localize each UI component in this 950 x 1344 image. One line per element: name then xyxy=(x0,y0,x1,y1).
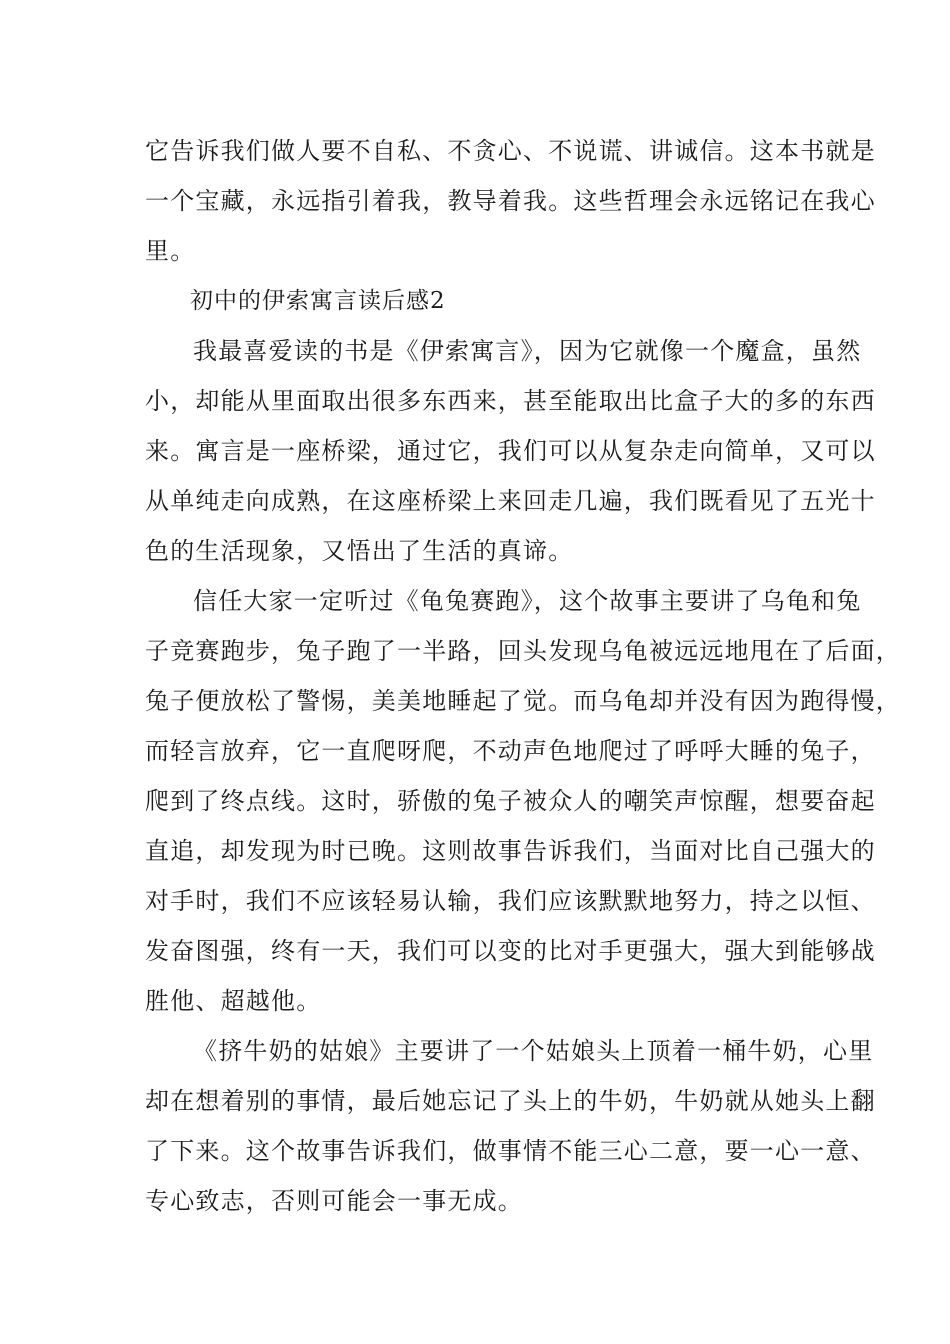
text-line: 信任大家一定听过《龟兔赛跑》，这个故事主要讲了乌龟和兔 xyxy=(193,587,862,615)
text-line: 来。寓言是一座桥梁，通过它，我们可以从复杂走向简单，又可以 xyxy=(145,437,876,465)
text-line: 而轻言放弃，它一直爬呀爬，不动声色地爬过了呼呼大睡的兔子， xyxy=(145,737,876,765)
text-line: 它告诉我们做人要不自私、不贪心、不说谎、讲诚信。这本书就是 xyxy=(145,137,876,165)
text-line: 子竞赛跑步，兔子跑了一半路，回头发现乌龟被远远地甩在了后面， xyxy=(145,637,901,665)
text-line: 了下来。这个故事告诉我们，做事情不能三心二意，要一心一意、 xyxy=(145,1137,876,1165)
text-line: 我最喜爱读的书是《伊索寓言》，因为它就像一个魔盒，虽然 xyxy=(193,337,862,365)
text-line: 小，却能从里面取出很多东西来，甚至能取出比盒子大的多的东西 xyxy=(145,387,876,415)
text-line: 却在想着别的事情，最后她忘记了头上的牛奶，牛奶就从她头上翻 xyxy=(145,1087,876,1115)
text-line: 色的生活现象，又悟出了生活的真谛。 xyxy=(145,537,574,565)
text-line: 专心致志，否则可能会一事无成。 xyxy=(145,1187,523,1215)
text-line: 兔子便放松了警惕，美美地睡起了觉。而乌龟却并没有因为跑得慢， xyxy=(145,687,901,715)
text-line: 爬到了终点线。这时，骄傲的兔子被众人的嘲笑声惊醒，想要奋起 xyxy=(145,787,876,815)
section-title: 初中的伊索寓言读后感2 xyxy=(190,288,446,314)
text-line: 对手时，我们不应该轻易认输，我们应该默默地努力，持之以恒、 xyxy=(145,887,876,915)
text-line: 胜他、超越他。 xyxy=(145,987,322,1015)
text-line: 直追，却发现为时已晚。这则故事告诉我们，当面对比自己强大的 xyxy=(145,837,876,865)
text-line: 一个宝藏，永远指引着我，教导着我。这些哲理会永远铭记在我心 xyxy=(145,187,876,215)
text-line: 从单纯走向成熟，在这座桥梁上来回走几遍，我们既看见了五光十 xyxy=(145,487,876,515)
text-line: 发奋图强，终有一天，我们可以变的比对手更强大，强大到能够战 xyxy=(145,937,876,965)
text-line: 里。 xyxy=(145,237,196,265)
text-line: 《挤牛奶的姑娘》主要讲了一个姑娘头上顶着一桶牛奶，心里 xyxy=(193,1037,874,1065)
